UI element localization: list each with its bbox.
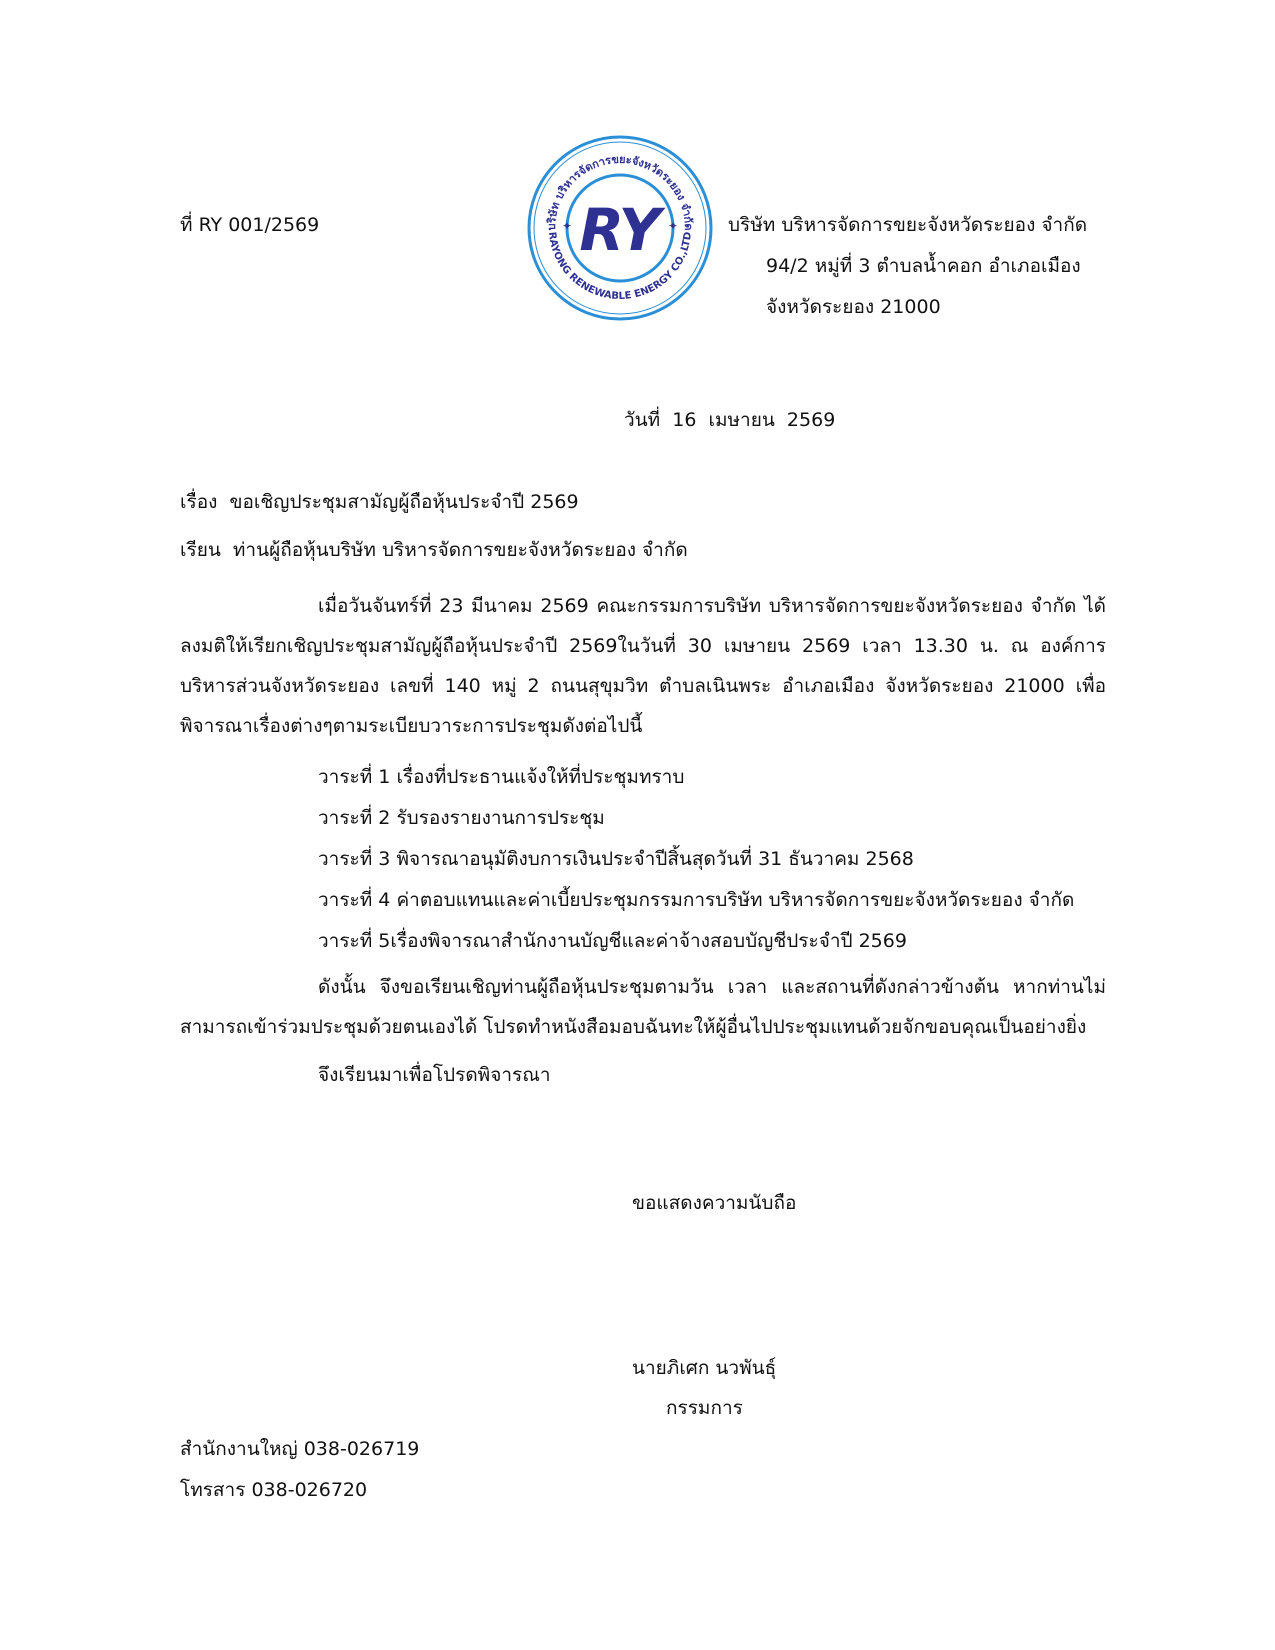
star-right-icon: ✦ <box>667 219 679 233</box>
address-line-2: จังหวัดระยอง 21000 <box>766 296 941 318</box>
closing-request: จึงเรียนมาเพื่อโปรดพิจารณา <box>318 1064 551 1086</box>
seal-english-text: RAYONG RENEWABLE ENERGY CO.,LTD <box>546 231 694 303</box>
reference-number: ที่ RY 001/2569 <box>180 214 320 236</box>
letter-date: วันที่ 16 เมษายน 2569 <box>624 409 836 431</box>
company-logo <box>525 133 715 323</box>
agenda-item-2: วาระที่ 2 รับรองรายงานการประชุม <box>318 807 605 829</box>
body-paragraph-2: ดังนั้น จึงขอเรียนเชิญท่านผู้ถือหุ้นประชุมตามวัน เวลา และสถานที่ดังกล่าวข้างต้น หากท่านไม่สามารถเข้าร่วมประชุมด้วยตนเองได้ โปรดทำหนังสือมอบฉันทะให้ผู้อื่นไปประชุมแทนด้วยจักขอบคุณเป็นอย่างยิ่ง <box>180 976 1106 1038</box>
closing-phrase: ขอแสดงความนับถือ <box>632 1192 797 1214</box>
logo-initials: RY <box>579 196 661 264</box>
agenda-item-4: วาระที่ 4 ค่าตอบแทนและค่าเบี้ยประชุมกรรมการบริษัท บริหารจัดการขยะจังหวัดระยอง จำกัด <box>318 889 1075 911</box>
salutation: เรียน ท่านผู้ถือหุ้นบริษัท บริหารจัดการขยะจังหวัดระยอง จำกัด <box>180 539 688 561</box>
subject-line: เรื่อง ขอเชิญประชุมสามัญผู้ถือหุ้นประจำปี 2569 <box>180 491 579 513</box>
signatory-name: นายภิเศก นวพันธุ์ <box>632 1357 777 1379</box>
body-paragraph-1: เมื่อวันจันทร์ที่ 23 มีนาคม 2569 คณะกรรมการบริษัท บริหารจัดการขยะจังหวัดระยอง จำกัด ได้ลงมติให้เรียกเชิญประชุมสามัญผู้ถือหุ้นประจำปี 2569ในวันที่ 30 เมษายน 2569 เวลา 13.30 น. ณ องค์การบริหารส่วนจังหวัดระยอง เลขที่ 140 หมู่ 2 ถนนสุขุมวิท ตำบลเนินพระ อำเภอเมือง จังหวัดระยอง 21000 เพื่อพิจารณาเรื่องต่างๆตามระเบียบวาระการประชุมดังต่อไปนี้ <box>180 595 1106 737</box>
agenda-item-1: วาระที่ 1 เรื่องที่ประธานแจ้งให้ที่ประชุมทราบ <box>318 766 685 788</box>
agenda-item-3: วาระที่ 3 พิจารณาอนุมัติงบการเงินประจำปีสิ้นสุดวันที่ 31 ธันวาคม 2568 <box>318 848 914 870</box>
company-name: บริษัท บริหารจัดการขยะจังหวัดระยอง จำกัด <box>728 214 1088 236</box>
seal-thai-text: บริษัท บริหารจัดการขยะจังหวัดระยอง จำกัด <box>544 152 696 231</box>
agenda-item-5: วาระที่ 5เรื่องพิจารณาสำนักงานบัญชีและค่าจ้างสอบบัญชีประจำปี 2569 <box>318 930 907 952</box>
head-office-phone: สำนักงานใหญ่ 038-026719 <box>180 1438 420 1460</box>
star-left-icon: ✦ <box>561 219 573 233</box>
fax-number: โทรสาร 038-026720 <box>180 1479 368 1501</box>
company-seal <box>525 133 715 323</box>
address-line-1: 94/2 หมู่ที่ 3 ตำบลน้ำคอก อำเภอเมือง <box>766 255 1081 277</box>
signatory-title: กรรมการ <box>666 1397 743 1419</box>
